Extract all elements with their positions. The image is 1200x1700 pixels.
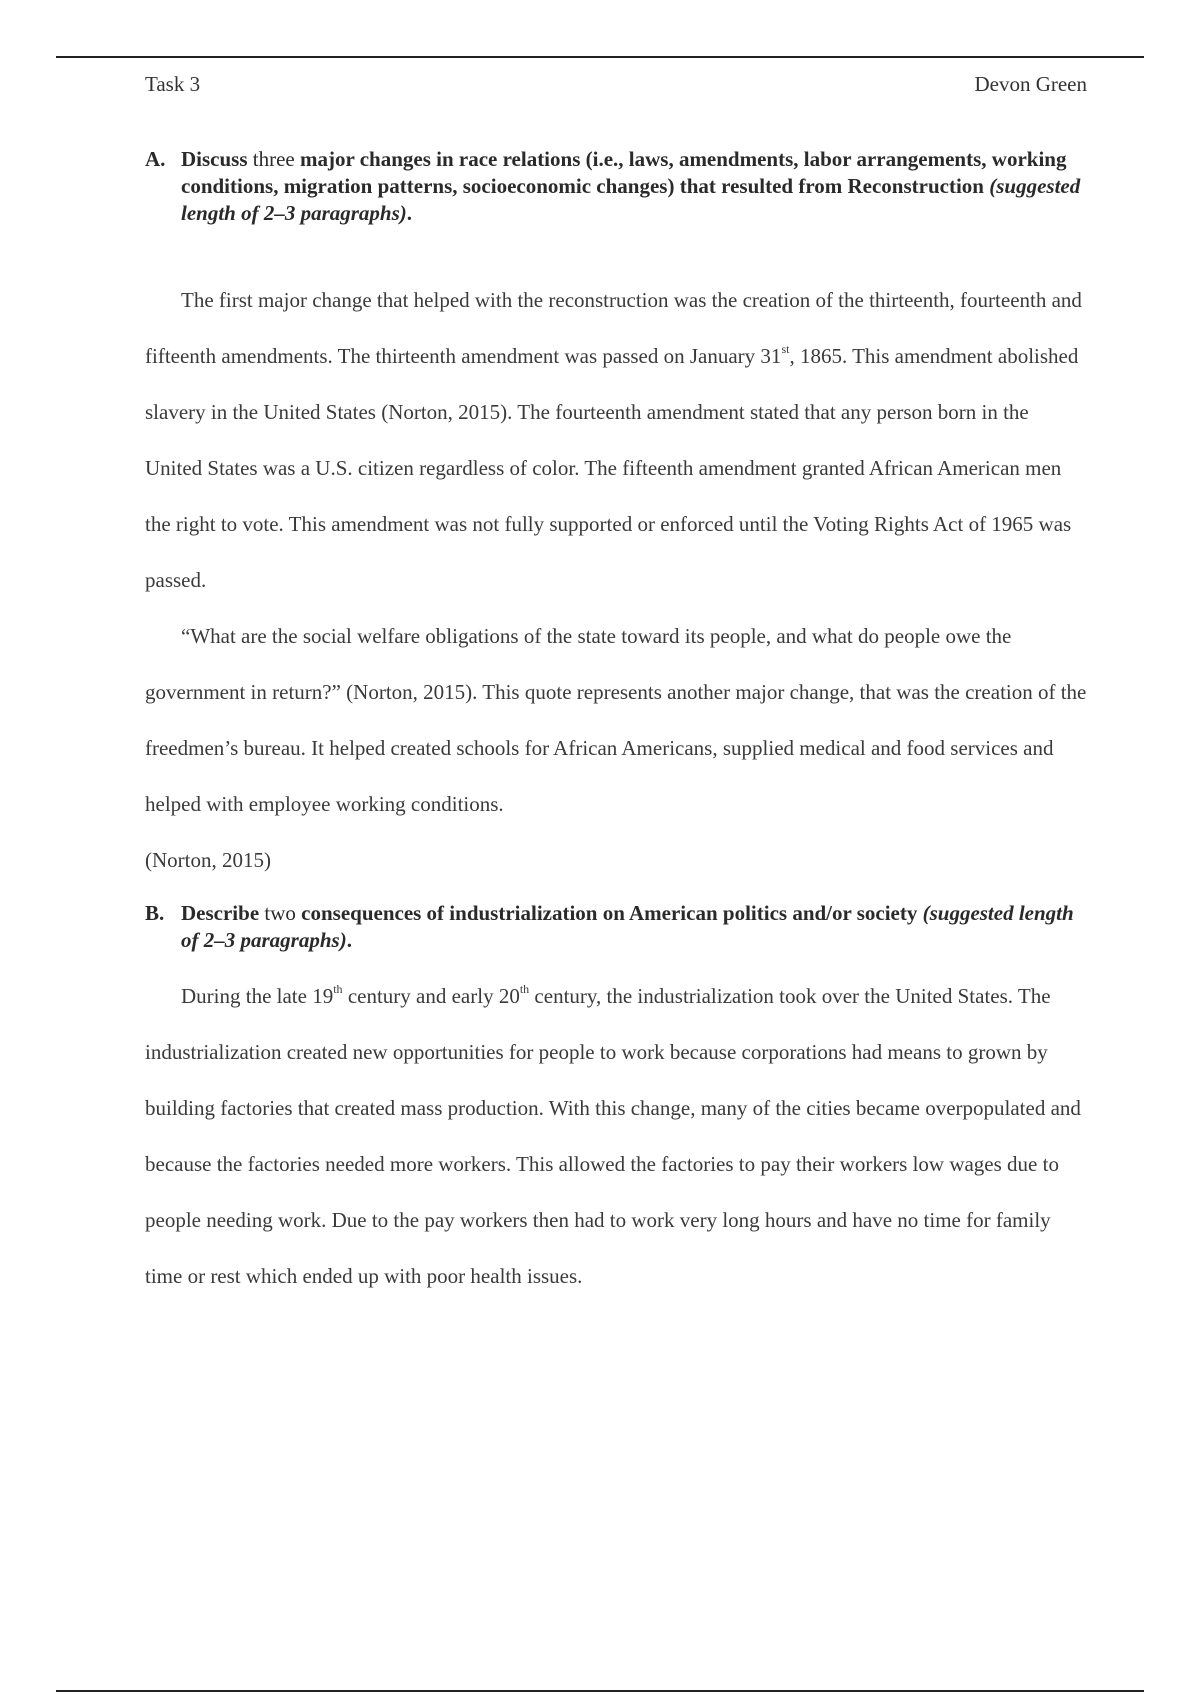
section-b-paragraph-1: [145, 968, 1090, 1304]
question-b-length: (suggested length of 2–3 paragraphs): [181, 901, 1074, 952]
question-a-length: (suggested length of 2–3 paragraphs): [181, 174, 1081, 225]
question-a: [145, 146, 1090, 227]
question-b-count: two: [259, 901, 302, 925]
question-b: [145, 900, 1090, 954]
section-a-paragraph-2: “What are the social welfare obligations of the state toward its people, and what do people owe the government in return?” (Norton, 2015). This quote represents another major change, that was the creation of the freedmen’s bureau. It helped created schools for African Americans, supplied medical and food services and helped with employee working conditions.: [145, 624, 1087, 816]
header-author: Devon Green: [974, 72, 1087, 96]
question-b-verb: Describe: [181, 901, 260, 925]
page-header: [145, 72, 1087, 104]
question-b-end: .: [346, 928, 352, 952]
top-rule: [56, 56, 1144, 58]
section-b-p1-text-1: During the late 19: [181, 984, 334, 1008]
question-a-verb: Discuss: [181, 147, 248, 171]
question-a-topic: major changes in race relations (i.e., laws, amendments, labor arrangements, working conditions, migration patterns, socioeconomic changes) that resulted from Reconstruction: [181, 147, 1067, 198]
section-b-p1-text-3: century, the industrialization took over the United States. The industrialization created new opportunities for people to work because corporations had means to grown by building factories that created mass production. With this change, many of the cities became overpopulated and because the factories needed more workers. This allowed the factories to pay their workers low wages due to people needing work. Due to the pay workers then had to work very long hours and have no time for family time or rest which ended up with poor health issues.: [145, 984, 1081, 1288]
section-b-p1-sup-2: th: [519, 982, 530, 996]
question-b-letter: B.: [145, 901, 165, 925]
header-task: Task 3: [145, 72, 201, 96]
section-a-citation: (Norton, 2015): [145, 848, 271, 872]
section-b-body: [145, 968, 1090, 1304]
section-a-p1-text-1: The first major change that helped with the reconstruction was the creation of the thirteenth, fourteenth and fifteenth amendments. The thirteenth amendment was passed on January 31: [145, 288, 1082, 368]
question-a-end: .: [406, 201, 413, 225]
section-a-p1-text-2: , 1865. This amendment abolished slavery in the United States (Norton, 2015). The fourteenth amendment stated that any person born in the United States was a U.S. citizen regardless of color. The fifteenth amendment granted African American men the right to vote. This amendment was not fully supported or enforced until the Voting Rights Act of 1965 was passed.: [145, 344, 1079, 592]
section-b-p1-text-2: century and early 20: [342, 984, 520, 1008]
section-a-body: [145, 272, 1090, 888]
section-b-p1-sup-1: th: [333, 982, 343, 996]
bottom-rule: [56, 1690, 1144, 1692]
question-a-letter: A.: [145, 147, 166, 171]
question-a-count: three: [247, 147, 301, 171]
section-a-p1-sup: st: [781, 342, 790, 356]
section-a-paragraph-1: [145, 272, 1090, 608]
section-a-prompt: [145, 146, 1090, 227]
section-b-prompt: [145, 900, 1090, 954]
question-b-topic: consequences of industrialization on American politics and/or society: [301, 901, 923, 925]
